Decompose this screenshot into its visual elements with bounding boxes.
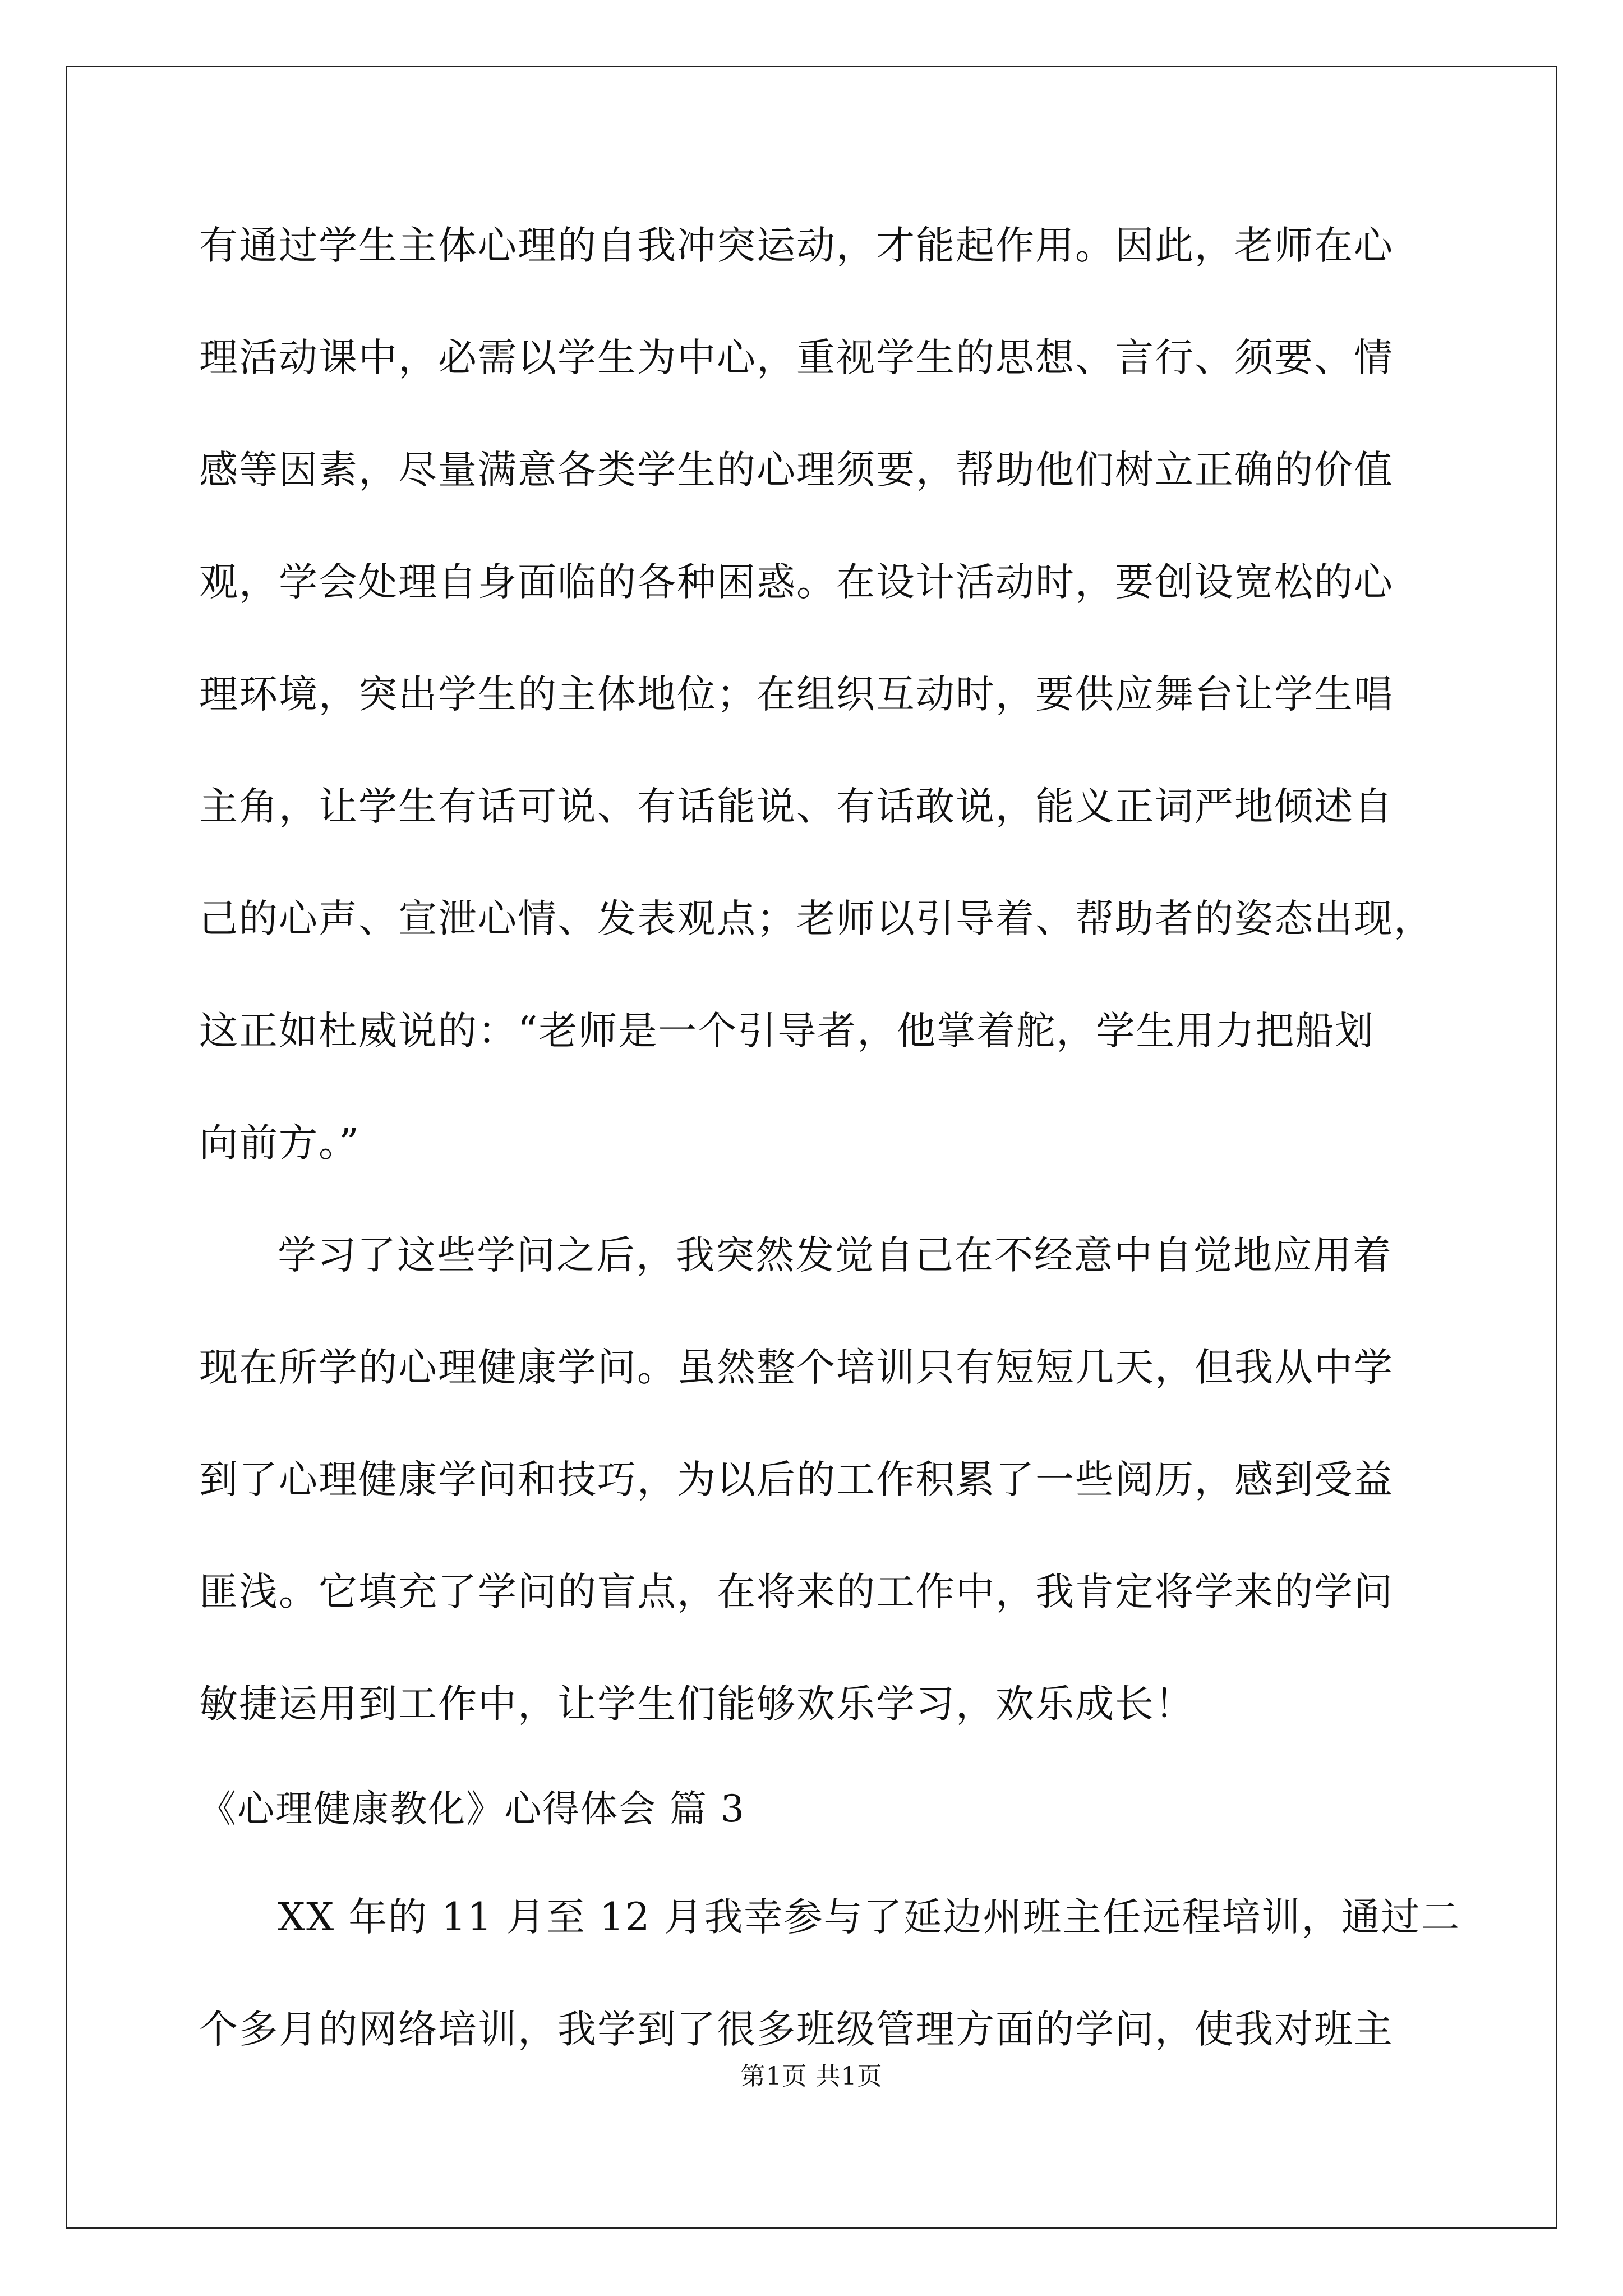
section-heading: 《心理健康教化》心得体会 篇 3 — [199, 1787, 745, 1830]
paragraph-line: 匪浅。它填充了学问的盲点，在将来的工作中，我肯定将学来的学问 — [199, 1570, 1394, 1614]
paragraph-line: 学习了这些学问之后，我突然发觉自己在不经意中自觉地应用着 — [278, 1233, 1393, 1278]
page-footer: 第1页 共1页 — [740, 2062, 883, 2091]
paragraph-line: 观，学会处理自身面临的各种困惑。在设计活动时，要创设宽松的心 — [199, 560, 1394, 605]
paragraph-line: XX 年的 11 月至 12 月我幸参与了延边州班主任远程培训，通过二 — [278, 1895, 1461, 1940]
paragraph-line: 理环境，突出学生的主体地位；在组织互动时，要供应舞台让学生唱 — [199, 672, 1394, 717]
paragraph-line: 向前方。” — [199, 1121, 360, 1166]
paragraph-line: 主角，让学生有话可说、有话能说、有话敢说，能义正词严地倾述自 — [199, 784, 1394, 829]
paragraph-line: 理活动课中，必需以学生为中心，重视学生的思想、言行、须要、情 — [199, 335, 1394, 380]
paragraph-line: 敏捷运用到工作中，让学生们能够欢乐学习，欢乐成长！ — [199, 1682, 1195, 1727]
paragraph-line: 现在所学的心理健康学问。虽然整个培训只有短短几天，但我从中学 — [199, 1345, 1394, 1390]
paragraph-line: 个多月的网络培训，我学到了很多班级管理方面的学问，使我对班主 — [199, 2007, 1394, 2052]
paragraph-line: 己的心声、宣泄心情、发表观点；老师以引导着、帮助者的姿态出现， — [199, 896, 1433, 941]
paragraph-line: 有通过学生主体心理的自我冲突运动，才能起作用。因此，老师在心 — [199, 223, 1394, 268]
paragraph-line: 这正如杜威说的：“老师是一个引导者，他掌着舵，学生用力把船划 — [199, 1009, 1375, 1053]
paragraph-line: 感等因素，尽量满意各类学生的心理须要，帮助他们树立正确的价值 — [199, 448, 1394, 493]
paragraph-line: 到了心理健康学问和技巧，为以后的工作积累了一些阅历，感到受益 — [199, 1457, 1394, 1502]
